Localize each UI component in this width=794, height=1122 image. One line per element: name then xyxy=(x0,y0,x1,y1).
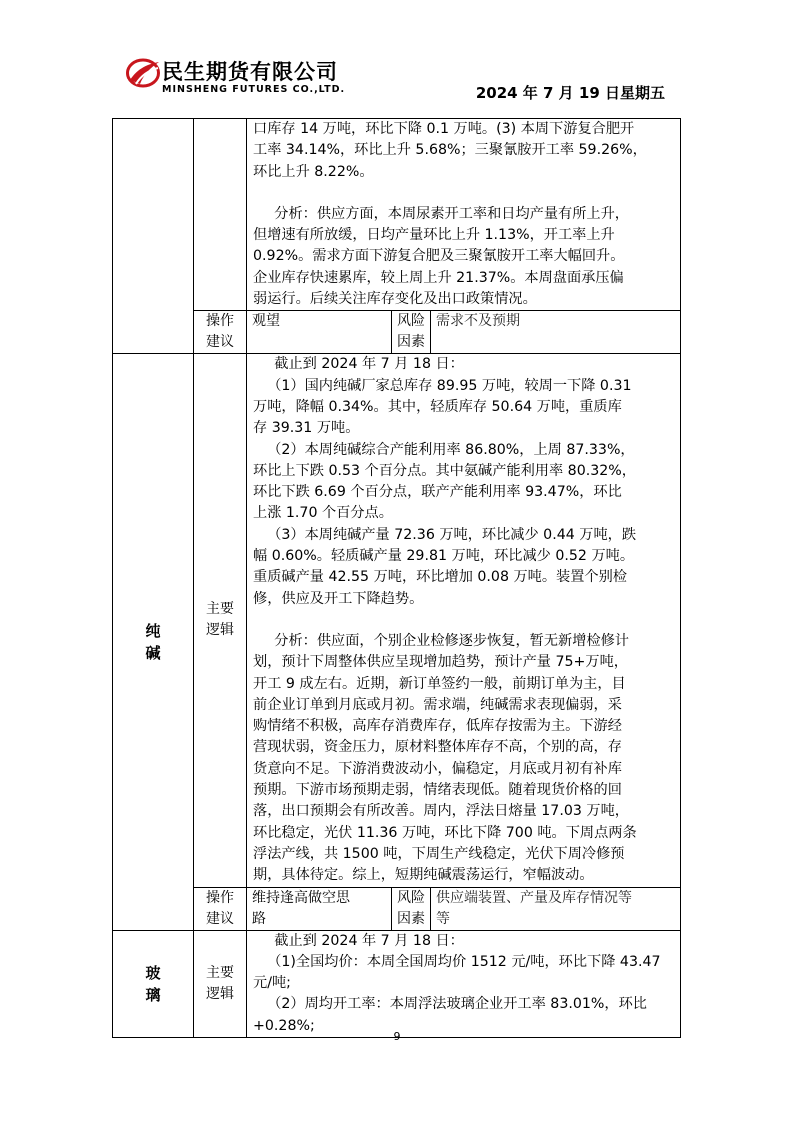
analysis-table xyxy=(112,118,681,1038)
risk-label: 风险 因素 xyxy=(392,888,431,930)
text-line: 货意向不足。下游消费波动小，偏稳定，月底或月初有补库 xyxy=(253,760,622,777)
text-line: 环比稳定，光伏 11.36 万吨，环比下降 700 吨。下周点两条 xyxy=(253,824,637,841)
risk-label: 风险 因素 xyxy=(392,311,431,353)
text-line: 口库存 14 万吨，环比下降 0.1 万吨。(3) 本周下游复合肥开 xyxy=(253,121,635,137)
text-line: 重质碱产量 42.55 万吨，环比增加 0.08 万吨。装置个别检 xyxy=(253,569,627,586)
text-line: 存 39.31 万吨。 xyxy=(253,420,360,437)
text-line: 环比下跌 6.69 个百分点，联产产能利用率 93.47%，环比 xyxy=(253,484,622,501)
urea-logic-content xyxy=(247,119,681,311)
urea-operation-cell xyxy=(247,311,681,354)
text-line: 落，出口预期会有所改善。周内，浮法日熔量 17.03 万吨， xyxy=(253,803,629,820)
text-line: 营现状弱，资金压力，原材料整体库存不高，个别的高，存 xyxy=(253,739,622,756)
main-logic-label: 主要 逻辑 xyxy=(194,930,247,1037)
company-logo xyxy=(126,54,366,102)
report-date: 2024 年 7 月 19 日星期五 xyxy=(475,84,665,102)
soda-operation-cell xyxy=(247,887,681,930)
operation-label: 操作 建议 xyxy=(194,311,247,354)
text-line: （1)全国均价：本周全国周均价 1512 元/吨，环比下降 43.47 xyxy=(267,953,661,970)
text-line: +0.28%; xyxy=(253,1017,315,1034)
text-line: 前企业订单到月底或月初。需求端，纯碱需求表现偏弱，采 xyxy=(253,696,622,713)
text-line: 分析：供应方面，本周尿素开工率和日均产量有所上升， xyxy=(274,205,629,222)
page-number: 9 xyxy=(393,1030,401,1043)
soda-logic-content xyxy=(247,354,681,887)
category-glass: 玻 璃 xyxy=(113,930,194,1037)
glass-logic-row xyxy=(113,930,681,1037)
urea-operation-row xyxy=(113,311,681,354)
operation-value: 观望 xyxy=(247,311,392,353)
text-line: 企业库存快速累库，较上周上升 21.37%。本周盘面承压偏 xyxy=(253,269,624,286)
text-line: 幅 0.60%。轻质碱产量 29.81 万吨，环比减少 0.52 万吨。 xyxy=(253,548,635,565)
text-line: 期，具体待定。综上，短期纯碱震荡运行，窄幅波动。 xyxy=(253,867,594,884)
operation-value: 维持逢高做空思 路 xyxy=(247,888,392,930)
text-line: 浮法产线，共 1500 吨，下周生产线稳定，光伏下周冷修预 xyxy=(253,845,625,862)
text-line: 修，供应及开工下降趋势。 xyxy=(253,590,424,607)
text-line: 开工 9 成左右。近期，新订单签约一般，前期订单为主，目 xyxy=(253,675,626,692)
text-line: 工率 34.14%，环比上升 5.68%；三聚氰胺开工率 59.26%， xyxy=(253,142,647,159)
text-line: 截止到 2024 年 7 月 18 日： xyxy=(274,356,464,373)
text-line: （2）本周纯碱综合产能利用率 86.80%，上周 87.33%， xyxy=(267,441,635,458)
text-line: 环比上下跌 0.53 个百分点。其中氨碱产能利用率 80.32%， xyxy=(253,462,636,479)
text-line: 上涨 1.70 个百分点。 xyxy=(253,505,393,522)
text-line: 划，预计下周整体供应呈现增加趋势，预计产量 75+万吨， xyxy=(253,654,628,671)
text-line: 环比上升 8.22%。 xyxy=(253,163,374,180)
text-line: 万吨，降幅 0.34%。其中，轻质库存 50.64 万吨，重质库 xyxy=(253,398,622,415)
text-line: 0.92%。需求方面下游复合肥及三聚氰胺开工率大幅回升。 xyxy=(253,248,625,265)
text-line: 弱运行。后续关注库存变化及出口政策情况。 xyxy=(253,291,537,308)
glass-logic-content xyxy=(247,930,681,1037)
text-line: 购情绪不积极，高库存消费库存，低库存按需为主。下游经 xyxy=(253,718,622,735)
main-logic-label: 主要 逻辑 xyxy=(194,354,247,887)
text-line: 分析：供应面，个别企业检修逐步恢复，暂无新增检修计 xyxy=(274,632,629,649)
risk-value: 供应端装置、产量及库存情况等 等 xyxy=(436,889,632,927)
company-name-cn: 民生期货有限公司 xyxy=(162,60,338,84)
risk-value: 需求不及预期 xyxy=(436,313,520,330)
text-line: （3）本周纯碱产量 72.36 万吨，环比减少 0.44 万吨，跌 xyxy=(267,526,637,543)
urea-logic-row xyxy=(113,119,681,311)
urea-category-cell xyxy=(113,119,194,354)
urea-logic-label-cell xyxy=(194,119,247,311)
text-line: （2）周均开工率：本周浮法玻璃企业开工率 83.01%，环比 xyxy=(267,996,647,1013)
company-name-en: MINSHENG FUTURES CO.,LTD. xyxy=(162,84,346,95)
text-line: （1）国内纯碱厂家总库存 89.95 万吨，较周一下降 0.31 xyxy=(267,377,632,394)
text-line: 但增速有所放缓，日均产量环比上升 1.13%，开工率上升 xyxy=(253,227,615,244)
text-line: 元/吨; xyxy=(253,975,291,992)
category-soda-ash: 纯 碱 xyxy=(113,354,194,930)
minsheng-logo-icon xyxy=(126,58,160,88)
text-line: 预期。下游市场预期走弱，情绪表现低。随着现货价格的回 xyxy=(253,782,622,799)
operation-label: 操作 建议 xyxy=(194,887,247,930)
soda-logic-row xyxy=(113,354,681,887)
text-line: 截止到 2024 年 7 月 18 日： xyxy=(274,932,464,949)
soda-operation-row xyxy=(113,887,681,930)
